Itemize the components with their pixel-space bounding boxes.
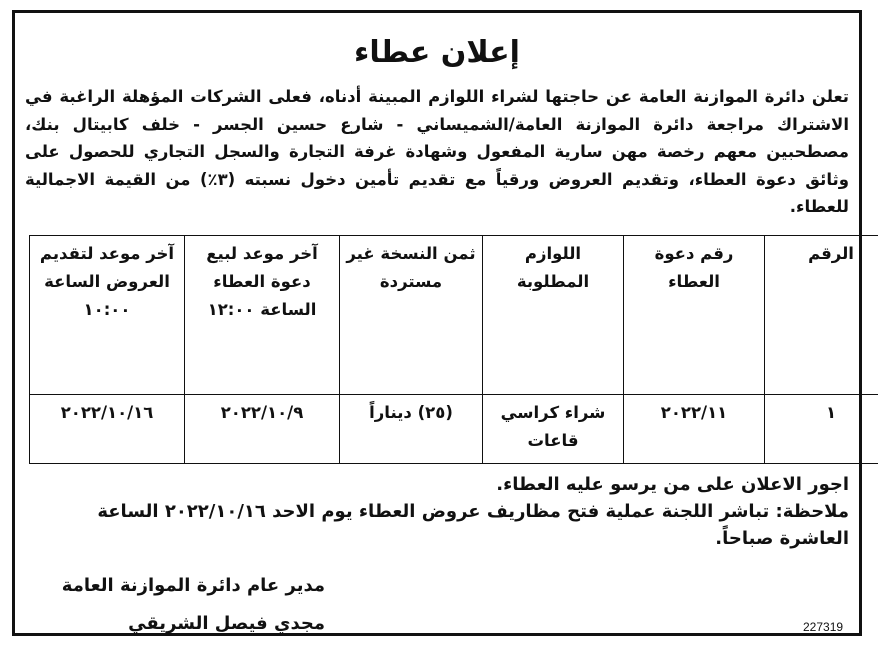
tender-table (29, 235, 878, 464)
header-required-supplies: اللوازم المطلوبة (483, 236, 624, 395)
ad-number: 227319 (803, 620, 844, 634)
fees-note: اجور الاعلان على من يرسو عليه العطاء. (496, 474, 849, 495)
header-submission-deadline: آخر موعد لتقديم العروض الساعة ١٠:٠٠ (30, 236, 185, 395)
signatory-name: مجدي فيصل الشريقي (128, 613, 325, 634)
notes-section (25, 471, 849, 552)
cell-tender-number: ٢٠٢٢/١١ (624, 395, 765, 464)
cell-submission-deadline: ٢٠٢٢/١٠/١٦ (30, 395, 185, 464)
cell-sale-deadline: ٢٠٢٢/١٠/٩ (185, 395, 340, 464)
header-copy-price: ثمن النسخة غير مستردة (340, 236, 483, 395)
signatory-position: مدير عام دائرة الموازنة العامة (61, 575, 325, 596)
cell-copy-price: (٢٥) ديناراً (340, 395, 483, 464)
cell-required-supplies: شراء كراسي قاعات (483, 395, 624, 464)
announcement-frame (12, 10, 862, 636)
header-sale-deadline: آخر موعد لبيع دعوة العطاء الساعة ١٢:٠٠ (185, 236, 340, 395)
table-header-row (30, 236, 878, 395)
opening-remark: ملاحظة: تباشر اللجنة عملية فتح مظاريف عروض العطاء يوم الاحد ٢٠٢٢/١٠/١٦ الساعة العاشرة صباحاً. (97, 501, 849, 549)
header-number: الرقم (765, 236, 878, 395)
cell-number: ١ (765, 395, 878, 464)
announcement-intro: تعلن دائرة الموازنة العامة عن حاجتها لشراء اللوازم المبينة أدناه، فعلى الشركات المؤهلة الراغبة في الاشتراك مراجعة دائرة الموازنة العامة/الشميساني - شارع حسين الجسر - خلف كابيتال بنك، مصطحبين معهم رخصة مهن سارية المفعول وشهادة غرفة التجارة والسجل التجاري للحصول على وثائق دعوة العطاء، وتقديم العروض ورقياً مع تقديم تأمين دخول نسبته (٣٪) من القيمة الاجمالية للعطاء. (25, 87, 850, 216)
announcement-title: إعلان عطاء (354, 35, 520, 70)
header-tender-number: رقم دعوة العطاء (624, 236, 765, 395)
table-row (30, 395, 878, 464)
signature-block (25, 567, 325, 643)
